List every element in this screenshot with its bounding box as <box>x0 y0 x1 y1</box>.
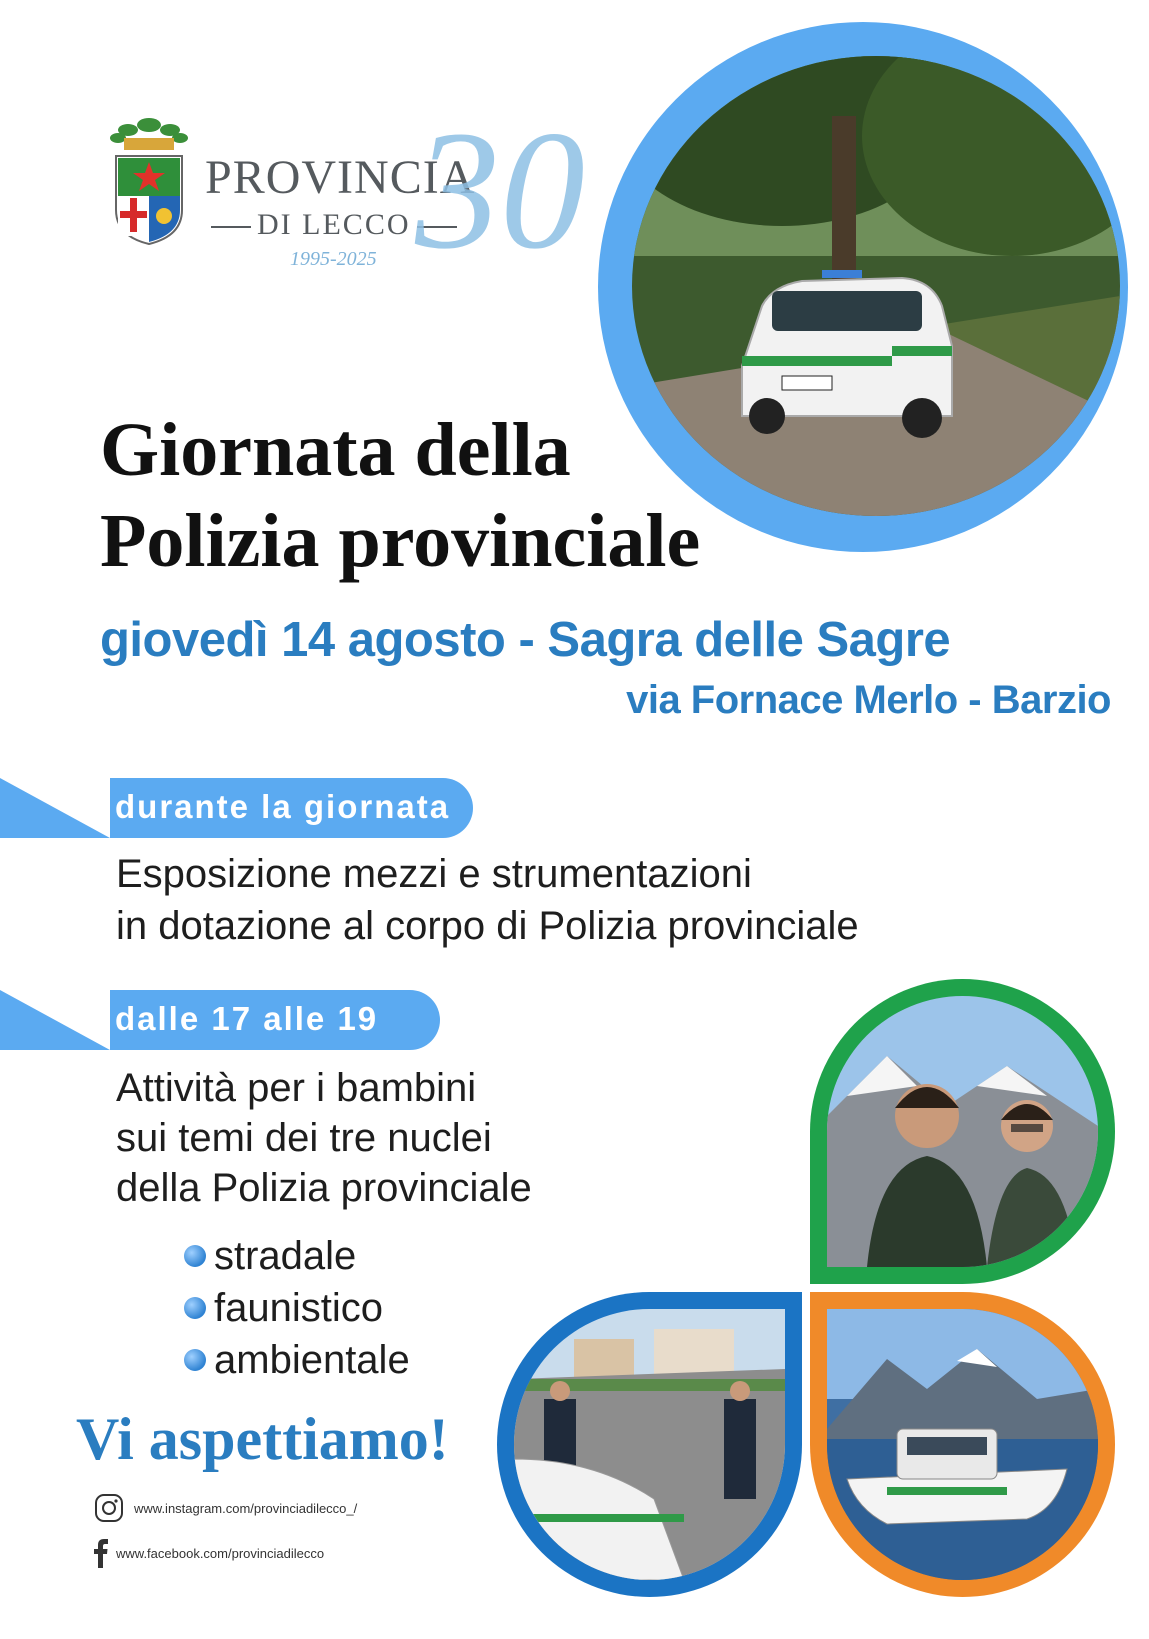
instagram-link[interactable] <box>94 1493 357 1523</box>
list-item-label: faunistico <box>214 1286 383 1330</box>
title-line-1: Giornata della <box>100 408 571 492</box>
ribbon-label: dalle 17 alle 19 <box>115 1000 379 1037</box>
logo-sub-text: DI LECCO <box>257 208 411 241</box>
section2-line-2: sui temi dei tre nuclei <box>116 1116 492 1160</box>
title-line-2: Polizia provinciale <box>100 499 701 584</box>
facebook-url: www.facebook.com/provinciadilecco <box>116 1545 325 1561</box>
page-title <box>100 405 820 587</box>
logo-years: 1995-2025 <box>290 248 377 270</box>
logo-anniversary-number: 30 <box>415 96 585 284</box>
section1-line-1: Esposizione mezzi e strumentazioni <box>116 852 752 896</box>
list-item <box>184 1334 410 1386</box>
officers-selfie-photo <box>827 996 1098 1267</box>
list-item <box>184 1230 410 1282</box>
bullet-icon <box>184 1245 206 1267</box>
list-item-label: stradale <box>214 1234 357 1278</box>
instagram-url: www.instagram.com/provinciadilecco_/ <box>134 1500 358 1516</box>
event-location: via Fornace Merlo - Barzio <box>626 678 1111 722</box>
nuclei-list <box>184 1230 410 1386</box>
section2-line-1: Attività per i bambini <box>116 1066 477 1110</box>
event-date: giovedì 14 agosto - Sagra delle Sagre <box>100 613 951 667</box>
section1-line-2: in dotazione al corpo di Polizia provinciale <box>116 904 859 948</box>
section1-text <box>116 848 1116 952</box>
facebook-link[interactable] <box>94 1538 324 1568</box>
facebook-icon <box>94 1538 108 1568</box>
ribbon-tail-1 <box>0 778 110 838</box>
list-item-label: ambientale <box>214 1338 410 1382</box>
ribbon-label: durante la giornata <box>115 788 451 825</box>
logo-province-name: PROVINCIA <box>205 151 476 204</box>
section2-line-3: della Polizia provinciale <box>116 1166 532 1210</box>
ribbon-tail-2 <box>0 990 110 1050</box>
section2-text <box>116 1063 676 1213</box>
road-patrol-photo <box>514 1309 785 1580</box>
instagram-icon <box>94 1493 124 1523</box>
bullet-icon <box>184 1297 206 1319</box>
list-item <box>184 1282 410 1334</box>
patrol-boat-photo <box>827 1309 1098 1580</box>
closing-message: Vi aspettiamo! <box>76 1406 449 1472</box>
coat-of-arms-icon <box>108 118 190 248</box>
bullet-icon <box>184 1349 206 1371</box>
